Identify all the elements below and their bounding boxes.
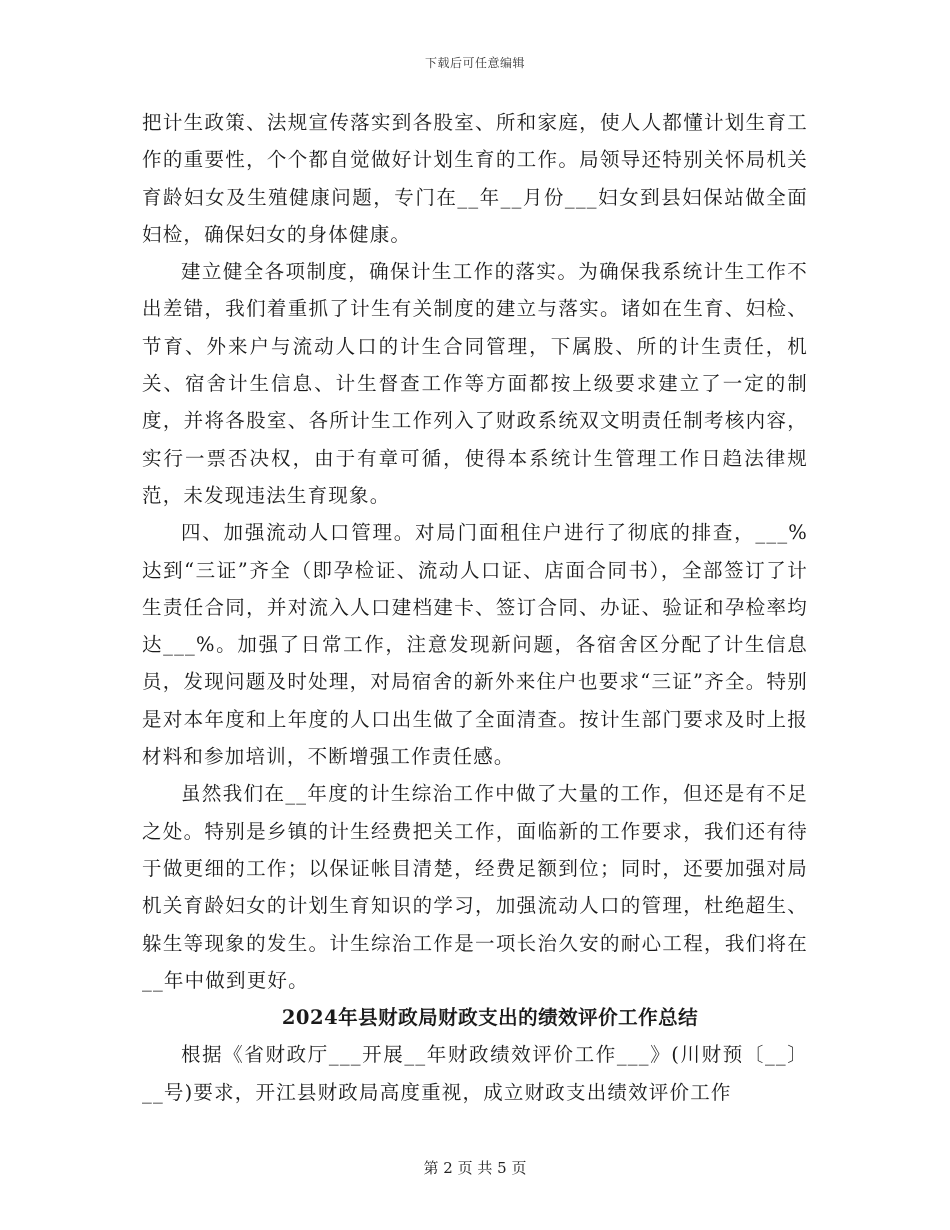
paragraph-shortcomings: 虽然我们在__年度的计生综治工作中做了大量的工作，但还是有不足之处。特别是乡镇的计生经费把关工作，面临新的工作要求，我们还有待于做更细的工作；以保证帐目清楚，经费足额到位；同时，还要加强对局机关育龄妇女的计划生育知识的学习，加强流动人口的管理，杜绝超生、躲生等现象的发生。计生综治工作是一项长治久安的耐心工程，我们将在__年中做到更好。 [142,782,808,992]
paragraph-continuation: 把计生政策、法规宣传落实到各股室、所和家庭，使人人都懂计划生育工作的重要性，个个都自觉做好计划生育的工作。局领导还特别关怀局机关育龄妇女及生殖健康问题，专门在__年__月份___妇女到县妇保站做全面妇检，确保妇女的身体健康。 [142,111,808,246]
page-number: 第 2 页 共 5 页 [423,1159,527,1177]
paragraph-system-rules: 建立健全各项制度，确保计生工作的落实。为确保我系统计生工作不出差错，我们着重抓了计生有关制度的建立与落实。诸如在生育、妇检、节育、外来户与流动人口的计生合同管理，下属股、所的计生责任，机关、宿舍计生信息、计生督查工作等方面都按上级要求建立了一定的制度，并将各股室、各所计生工作列入了财政系统双文明责任制考核内容，实行一票否决权，由于有章可循，使得本系统计生管理工作日趋法律规范，未发现违法生育现象。 [142,260,808,507]
document-body [142,104,808,1111]
paragraph-performance-evaluation: 根据《省财政厅___开展__年财政绩效评价工作___》(川财预〔__〕__号)要求，开江县财政局高度重视，成立财政支出绩效评价工作 [142,1043,808,1104]
section-title: 2024年县财政局财政支出的绩效评价工作总结 [281,1006,699,1030]
paragraph-floating-population: 四、加强流动人口管理。对局门面租住户进行了彻底的排查，___%达到“三证”齐全（即孕检证、流动人口证、店面合同书），全部签订了计生责任合同，并对流入人口建档建卡、签订合同、办证、验证和孕检率均达___%。加强了日常工作，注意发现新问题，各宿舍区分配了计生信息员，发现问题及时处理，对局宿舍的新外来住户也要求“三证”齐全。特别是对本年度和上年度的人口出生做了全面清查。按计生部门要求及时上报材料和参加培训，不断增强工作责任感。 [142,521,808,769]
page-header: 下载后可任意编辑 [424,56,525,70]
